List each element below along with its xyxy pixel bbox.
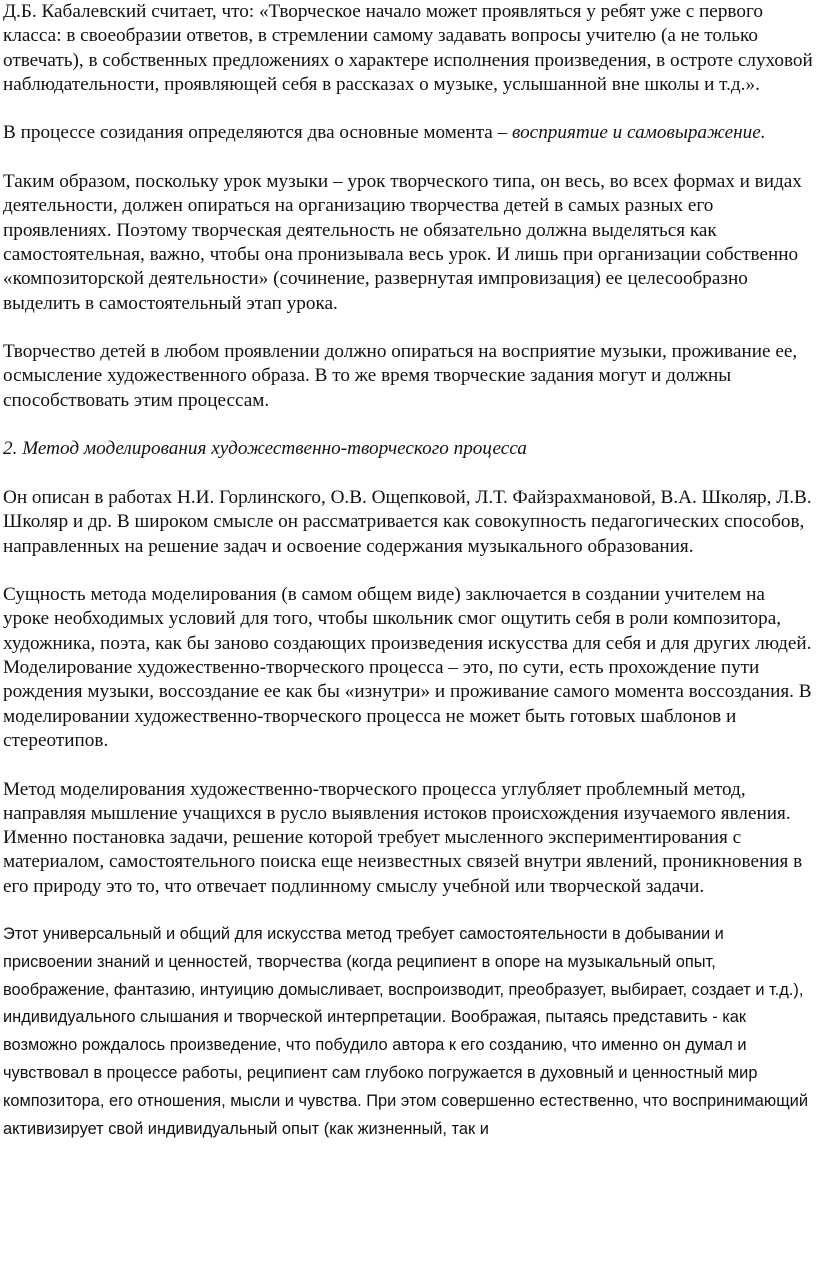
paragraph-creation-moments	[3, 121, 813, 145]
paragraph-music-lesson: Таким образом, поскольку урок музыки – урок творческого типа, он весь, во всех формах и видах деятельности, должен опираться на организацию творчества детей в самых разных его проявлениях. Поэтому творческая деятельность не обязательно должна выделяться как самостоятельная, важно, чтобы она пронизывала весь урок. И лишь при организации собственно «композиторской деятельности» (сочинение, развернутая импровизация) ее целесообразно выделить в самостоятельный этап урока.	[3, 171, 802, 314]
paragraph-gap	[3, 146, 813, 170]
paragraph-gap	[3, 316, 813, 340]
section-heading	[3, 437, 813, 461]
paragraph-kabalevsky-quote: Д.Б. Кабалевский считает, что: «Творческое начало может проявляться у ребят уже с первого класса: в своеобразии ответов, в стремлении самому задавать вопросы учителю (а не только отвечать), в собственных предложениях о характере исполнения произведения, в остроте слуховой наблюдательности, проявляющей себя в рассказах о музыке, услышанной вне школы и т.д.».	[3, 1, 813, 95]
paragraph-gap	[3, 462, 813, 486]
paragraph-method-deepening: Метод моделирования художественно-творческого процесса углубляет проблемный метод, направляя мышление учащихся в русло выявления истоков происхождения изучаемого явления. Именно постановка задачи, решение которой требует мысленного экспериментирования с материалом, самостоятельного поиска еще неизвестных связей внутри явлений, проникновения в его природу это то, что отвечает подлинному смыслу учебной или творческой задачи.	[3, 778, 803, 897]
paragraph-creation-moments-text: В процессе созидания определяются два основные момента –	[3, 122, 513, 144]
paragraph-gap	[3, 899, 813, 921]
paragraph-children-creativity: Творчество детей в любом проявлении должно опираться на восприятие музыки, проживание ее, осмысление художественного образа. В то же время творческие задания могут и должны способствовать этим процессам.	[3, 341, 798, 411]
paragraph-universal-method: Этот универсальный и общий для искусства метод требует самостоятельности в добывании и присвоении знаний и ценностей, творчества (когда реципиент в опоре на музыкальный опыт, воображение, фантазию, интуицию домысливает, воспроизводит, преобразует, выбирает, создает и т.д.), индивидуального слышания и творческой интерпретации. Воображая, пытаясь представить - как возможно рождалось произведение, что побудило автора к его созданию, что именно он думал и чувствовал в процессе работы, реципиент сам глубоко погружается в духовный и ценностный мир композитора, его отношения, мысли и чувства. При этом совершенно естественно, что воспринимающий активизирует свой индивидуальный опыт (как жизненный, так и	[3, 924, 808, 1138]
paragraph-gap	[3, 559, 813, 583]
paragraph-method-essence: Сущность метода моделирования (в самом общем виде) заключается в создании учителем на уроке необходимых условий для того, чтобы школьник смог ощутить себя в роли композитора, художника, поэта, как бы заново создающих произведения искусства для себя и для других людей. Моделирование художественно-творческого процесса – это, по сути, есть прохождение пути рождения музыки, воссоздание ее как бы «изнутри» и проживание самого момента воссоздания. В моделировании художественно-творческого процесса не может быть готовых шаблонов и стереотипов.	[3, 584, 812, 751]
paragraph-gap	[3, 753, 813, 777]
paragraph-method-authors: Он описан в работах Н.И. Горлинского, О.В. Ощепковой, Л.Т. Файзрахмановой, В.А. Школяр, Л.В. Школяр и др. В широком смысле он рассматривается как совокупность педагогических способов, направленных на решение задач и освоение содержания музыкального образования.	[3, 486, 812, 557]
paragraph-gap	[3, 413, 813, 437]
paragraph-gap	[3, 97, 813, 121]
paragraph-creation-moments-italic: восприятие и самовыражение.	[512, 122, 766, 144]
section-heading-text: 2. Метод моделирования художественно-творческого процесса	[3, 438, 527, 460]
